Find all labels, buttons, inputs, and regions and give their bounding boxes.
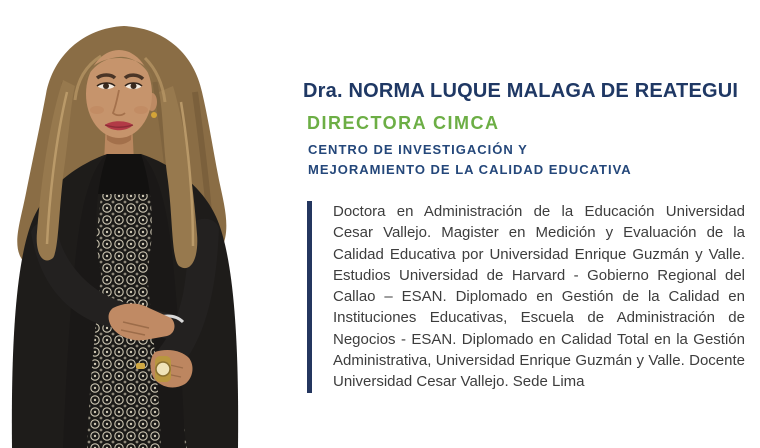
portrait-illustration: [5, 22, 248, 448]
gold-ring: [136, 363, 145, 369]
org-line-1: CENTRO DE INVESTIGACIÓN Y: [308, 142, 528, 157]
profile-name: Dra. NORMA LUQUE MALAGA DE REATEGUI: [303, 80, 739, 102]
org-line-2: MEJORAMIENTO DE LA CALIDAD EDUCATIVA: [308, 161, 632, 177]
watch-face: [156, 362, 170, 376]
profile-bio-text: Doctora en Administración de la Educación Universidad Cesar Vallejo. Magister en Medición y Evaluación de la Calidad Educativa por Universidad Enrique Guzmán y Valle. Estudios Universidad de Harvard - Gobierno Regional del Callao – ESAN. Diplomado en Gestión de la Calidad en Instituciones Educativas, Escuela de Administración de Negocios - ESAN. Diplomado en Calidad Total en la Gestión Administrativa, Universidad Enrique Guzmán y Valle. Docente Universidad Cesar Vallejo. Sede Lima: [333, 203, 745, 391]
profile-photo: [5, 22, 248, 448]
profile-org: [308, 140, 632, 179]
profile-role: DIRECTORA CIMCA: [307, 113, 500, 133]
earring: [151, 112, 157, 118]
profile-bio-block: [307, 201, 745, 393]
